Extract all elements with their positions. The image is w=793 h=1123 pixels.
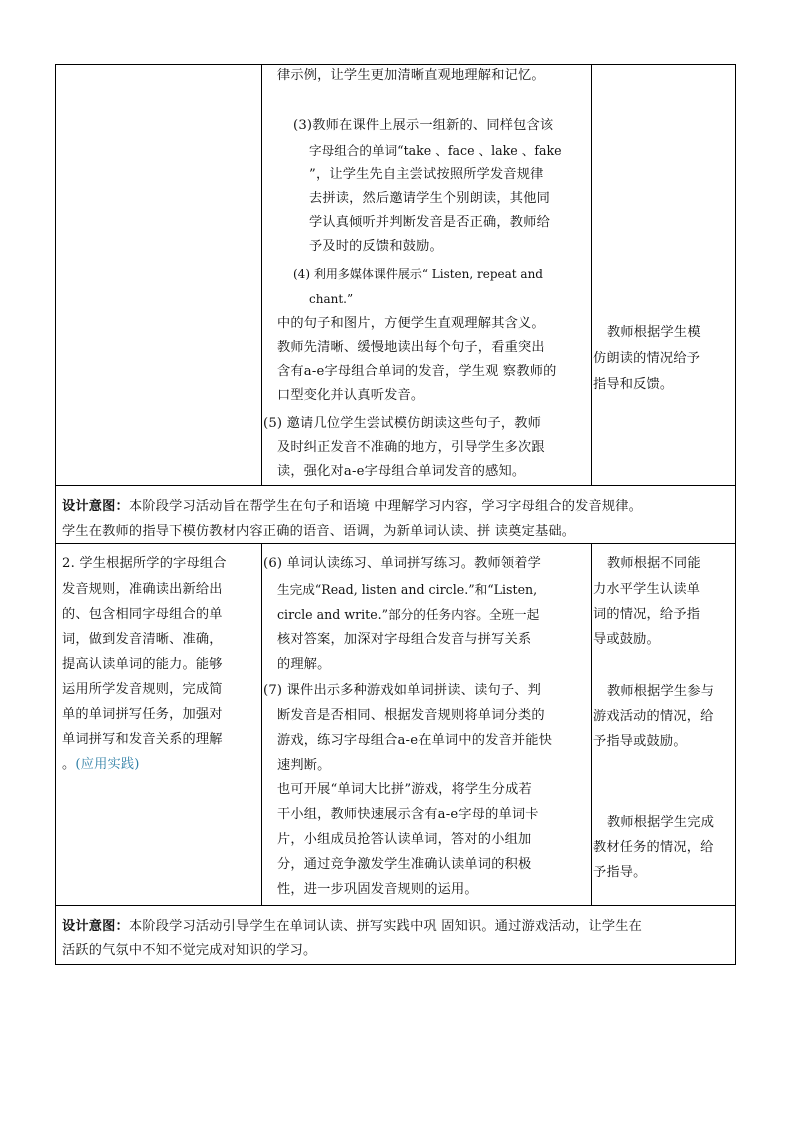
activity-text-line: 速判断。 (277, 758, 331, 773)
design-intent-text: 本阶段学习活动引导学生在单词认读、拼写实践中巩 固知识。通过游戏活动，让学生在 (128, 919, 643, 934)
evaluation-text-line: 导或鼓励。 (593, 632, 660, 647)
evaluation-text-line: 力水平学生认读单 (593, 582, 701, 597)
activity-text-line: (5) 邀请几位学生尝试模仿朗读这些句子，教师 (263, 416, 542, 431)
activity-text-line: 干小组，教师快速展示含有a-e字母的单词卡 (277, 807, 539, 822)
evaluation-text-line: 教师根据不同能 (607, 556, 701, 571)
objective-text-line: 运用所学发音规则，完成简 (62, 682, 223, 697)
table-border-right (735, 64, 736, 965)
design-intent-line: 活跃的气氛中不知不觉完成对知识的学习。 (62, 943, 317, 958)
activity-text-line: 分，通过竞争激发学生准确认读单词的积极 (277, 857, 532, 872)
design-intent-line (62, 919, 642, 935)
table-border-left (55, 64, 56, 965)
column-divider (261, 543, 262, 905)
design-intent-text: 本阶段学习活动旨在帮学生在句子和语境 中理解学习内容，学习字母组合的发音规律。 (128, 499, 643, 514)
activity-text-line: (3)教师在课件上展示一组新的、同样包含该 (293, 118, 554, 133)
design-intent-label: 设计意图： (62, 499, 129, 514)
activity-text-line: 断发音是否相同、根据发音规则将单词分类的 (277, 708, 545, 723)
activity-text-line: (4) 利用多媒体课件展示“ Listen, repeat and (293, 267, 543, 281)
activity-text-line: 含有a-e字母组合单词的发音，学生观 察教师的 (277, 364, 557, 379)
activity-text-line: 核对答案，加深对字母组合发音与拼写关系 (277, 632, 532, 647)
activity-text-line: 去拼读，然后邀请学生个别朗读，其他同 (309, 191, 550, 206)
activity-text-line: 读，强化对a-e字母组合单词发音的感知。 (277, 464, 526, 479)
evaluation-text-line: 予指导。 (593, 865, 647, 880)
row-divider (55, 543, 736, 544)
evaluation-text-line: 仿朗读的情况给予 (593, 351, 701, 366)
activity-text-line: 游戏，练习字母组合a-e在单词中的发音并能快 (277, 733, 553, 748)
table-border-bottom (55, 964, 736, 965)
activity-text-line: 中的句子和图片，方便学生直观理解其含义。 (277, 316, 545, 331)
activity-text-line: 也可开展“单词大比拼”游戏，将学生分成若 (277, 782, 532, 797)
evaluation-text-line: 教材任务的情况，给 (593, 840, 714, 855)
evaluation-text-line: 教师根据学生模 (607, 325, 701, 340)
activity-text-line: 教师先清晰、缓慢地读出每个句子，看重突出 (277, 340, 545, 355)
evaluation-text-line: 游戏活动的情况，给 (593, 709, 714, 724)
activity-text-line: (7) 课件出示多种游戏如单词拼读、读句子、判 (263, 683, 542, 698)
objective-text-end: 。 (62, 757, 76, 772)
row-divider (55, 905, 736, 906)
activity-text-line: ”，让学生先自主尝试按照所学发音规律 (309, 167, 544, 182)
evaluation-text-line: 教师根据学生参与 (607, 684, 715, 699)
design-intent-label: 设计意图： (62, 919, 129, 934)
activity-text-line: 学认真倾听并判断发音是否正确，教师给 (309, 215, 550, 230)
table-border-top (55, 64, 736, 65)
activity-text-line: 生完成“Read, listen and circle.”和“Listen, (277, 582, 538, 597)
activity-text-line: 及时纠正发音不准确的地方，引导学生多次跟 (277, 440, 545, 455)
activity-text-line: 性，进一步巩固发音规则的运用。 (277, 882, 478, 897)
activity-text-line: 予及时的反馈和鼓励。 (309, 239, 443, 254)
evaluation-text-line: 词的情况，给予指 (593, 607, 701, 622)
activity-text-line: 的理解。 (277, 657, 331, 672)
objective-text-line: 单的单词拼写任务，加强对 (62, 707, 223, 722)
activity-text-line: chant.” (309, 292, 354, 306)
design-intent-line (62, 499, 642, 515)
evaluation-text-line: 予指导或鼓励。 (593, 734, 687, 749)
objective-text-line: 提高认读单词的能力。能够 (62, 657, 223, 672)
column-divider (591, 543, 592, 905)
evaluation-text-line: 教师根据学生完成 (607, 815, 715, 830)
activity-text-line: 律示例，让学生更加清晰直观地理解和记忆。 (277, 68, 545, 83)
objective-text-line: 词，做到发音清晰、准确， (62, 632, 223, 647)
activity-text-line: 字母组合的单词“take 、face 、lake 、fake (309, 143, 562, 158)
activity-text-line: (6) 单词认读练习、单词拼写练习。教师领着学 (263, 556, 542, 571)
activity-text-line: circle and write.”部分的任务内容。全班一起 (277, 607, 540, 622)
column-divider (591, 64, 592, 485)
column-divider (261, 64, 262, 485)
objective-text-line: 的、包含相同字母组合的单 (62, 607, 223, 622)
objective-text-line: 发音规则，准确读出新给出 (62, 582, 223, 597)
activity-text-line: 片，小组成员抢答认读单词，答对的小组加 (277, 832, 532, 847)
objective-text-line: 2. 学生根据所学的字母组合 (62, 556, 227, 571)
evaluation-text-line: 指导和反馈。 (593, 377, 674, 392)
objective-text-line: 单词拼写和发音关系的理解 (62, 732, 223, 747)
activity-text-line: 口型变化并认真听发音。 (277, 388, 425, 403)
row-divider (55, 485, 736, 486)
practice-type-tag: (应用实践) (75, 757, 140, 772)
design-intent-line: 学生在教师的指导下模仿教材内容正确的语音、语调，为新单词认读、拼 读奠定基础。 (62, 524, 576, 539)
objective-text-line (62, 757, 140, 773)
